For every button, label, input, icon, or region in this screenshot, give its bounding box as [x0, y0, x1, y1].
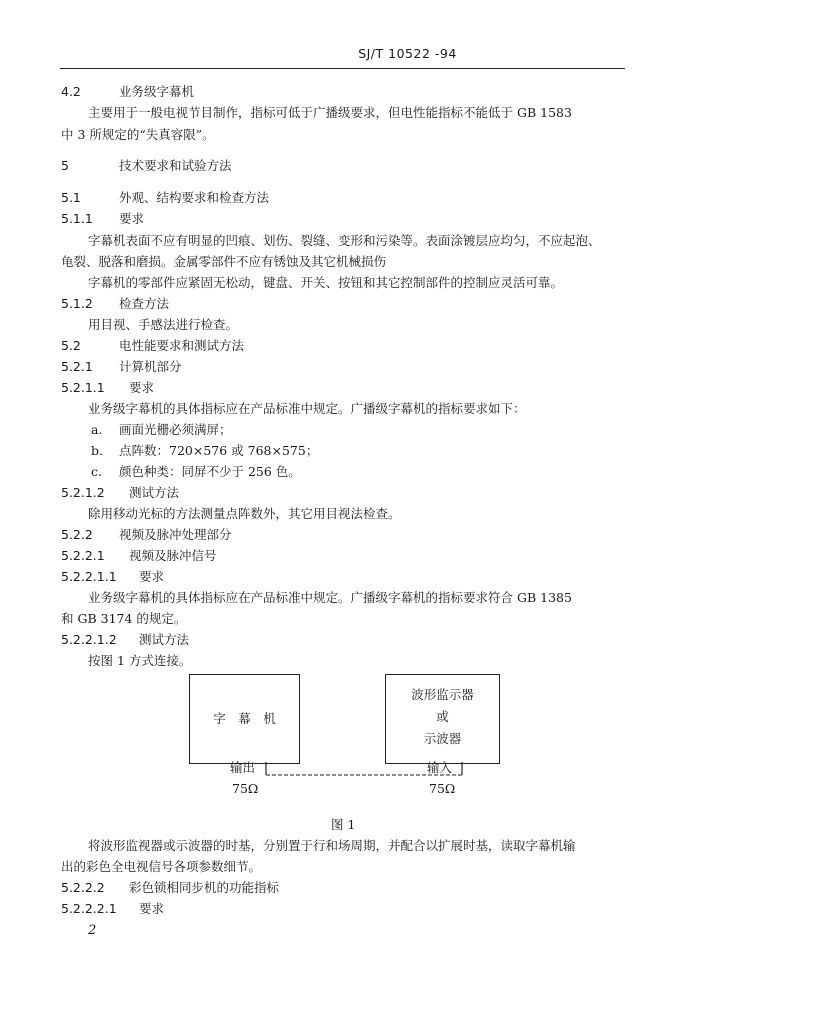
output-impedance: 75Ω — [232, 781, 259, 796]
page-number: 2 — [88, 923, 97, 938]
paragraph: 龟裂、脱落和磨损。金属零部件不应有锈蚀及其它机械损伤 — [61, 254, 387, 269]
input-impedance: 75Ω — [429, 781, 456, 796]
heading-5-2: 5.2 电性能要求和测试方法 — [61, 338, 245, 353]
list-item: b. 点阵数：720×576 或 768×575； — [91, 443, 319, 458]
heading-5-1-2: 5.1.2 检查方法 — [61, 296, 170, 311]
heading-5-1: 5.1 外观、结构要求和检查方法 — [61, 190, 270, 205]
heading-5-2-2-2: 5.2.2.2 彩色锁相同步机的功能指标 — [61, 880, 280, 895]
heading-5-2-2-1: 5.2.2.1 视频及脉冲信号 — [61, 548, 217, 563]
paragraph: 业务级字幕机的具体指标应在产品标准中规定。广播级字幕机的指标要求如下： — [88, 401, 526, 416]
heading-5-2-1-2: 5.2.1.2 测试方法 — [61, 485, 180, 500]
heading-5: 5 技术要求和试验方法 — [61, 158, 232, 173]
heading-5-2-2-2-1: 5.2.2.2.1 要求 — [61, 901, 165, 916]
heading-5-1-1: 5.1.1 要求 — [61, 211, 145, 226]
doc-header: SJ/T 10522 -94 — [358, 46, 457, 61]
heading-4-2: 4.2 业务级字幕机 — [61, 84, 195, 99]
paragraph: 和 GB 3174 的规定。 — [61, 611, 187, 626]
input-label: 输入 — [427, 760, 453, 775]
paragraph: 按图 1 方式连接。 — [88, 653, 192, 668]
heading-5-2-2-1-1: 5.2.2.1.1 要求 — [61, 569, 165, 584]
paragraph: 中 3 所规定的“失真容限”。 — [61, 127, 215, 142]
heading-5-2-1: 5.2.1 计算机部分 — [61, 359, 182, 374]
monitor-label-3: 示波器 — [423, 731, 462, 746]
paragraph: 字幕机的零部件应紧固无松动，键盘、开关、按钮和其它控制部件的控制应灵活可靠。 — [88, 275, 564, 290]
list-item: a. 画面光栅必须满屏； — [91, 422, 232, 437]
paragraph: 用目视、手感法进行检查。 — [88, 317, 239, 332]
heading-5-2-2: 5.2.2 视频及脉冲处理部分 — [61, 527, 232, 542]
output-label: 输出 — [230, 760, 256, 775]
monitor-label-2: 或 — [436, 709, 449, 724]
paragraph: 业务级字幕机的具体指标应在产品标准中规定。广播级字幕机的指标要求符合 GB 1385 — [88, 590, 572, 605]
list-item: c. 颜色种类：同屏不少于 256 色。 — [91, 464, 301, 479]
paragraph: 除用移动光标的方法测量点阵数外，其它用目视法检查。 — [88, 506, 401, 521]
paragraph: 字幕机表面不应有明显的凹痕、划伤、裂缝、变形和污染等。表面涂镀层应均匀，不应起泡、 — [88, 233, 601, 248]
monitor-label-1: 波形监示器 — [411, 687, 474, 702]
heading-5-2-1-1: 5.2.1.1 要求 — [61, 380, 155, 395]
paragraph: 将波形监视器或示波器的时基，分别置于行和场周期，并配合以扩展时基，读取字幕机输 — [88, 838, 576, 853]
heading-5-2-2-1-2: 5.2.2.1.2 测试方法 — [61, 632, 190, 647]
paragraph: 出的彩色全电视信号各项参数细节。 — [61, 859, 262, 874]
figure-caption: 图 1 — [331, 817, 356, 832]
paragraph: 主要用于一般电视节目制作，指标可低于广播级要求，但电性能指标不能低于 GB 1583 — [88, 105, 572, 120]
caption-generator-label: 字 幕 机 — [213, 711, 276, 726]
